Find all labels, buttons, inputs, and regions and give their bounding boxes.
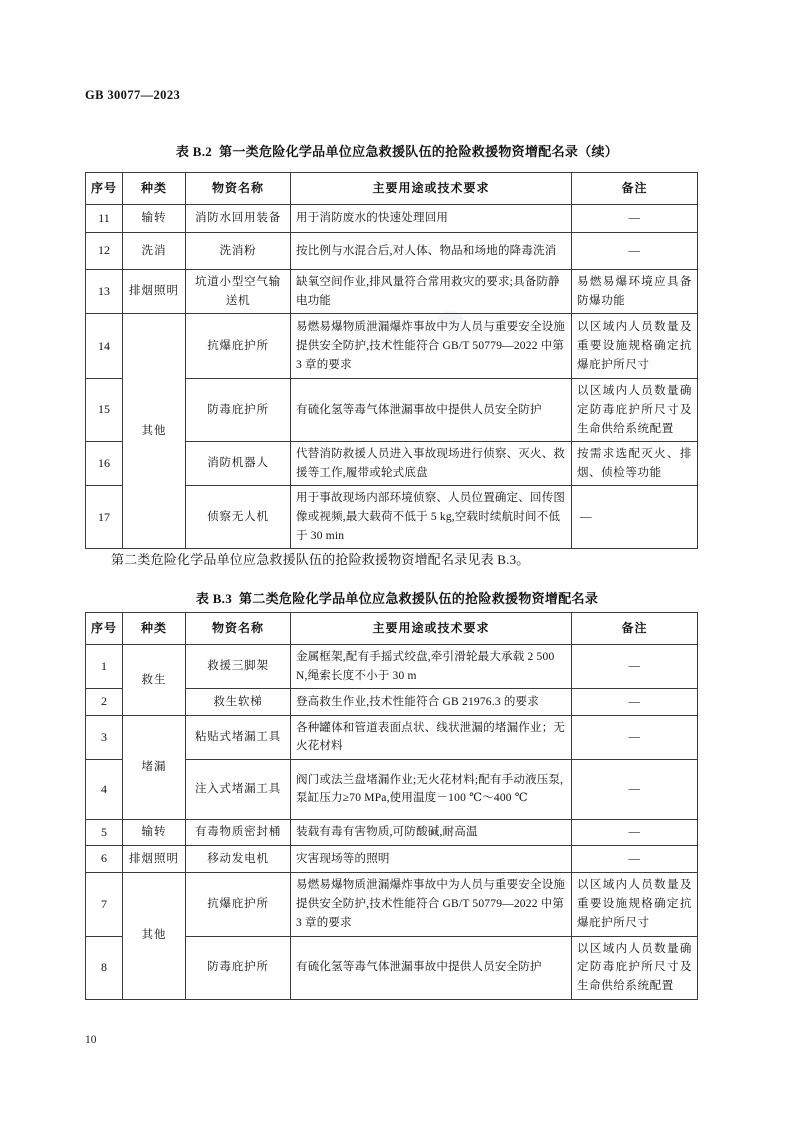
cell-use: 各种罐体和管道表面点状、线状泄漏的堵漏作业；无火花材料 (291, 715, 572, 759)
cell-name: 抗爆庇护所 (186, 314, 291, 379)
cell-index: 7 (86, 872, 123, 936)
cell-note: 以区域内人员数量及重要设施规格确定抗爆庇护所尺寸 (572, 314, 698, 379)
cell-index: 1 (86, 645, 123, 689)
table-b2-header-row (86, 173, 698, 205)
table-b3-col-name: 物资名称 (186, 613, 291, 645)
cell-note: 以区域内人员数量确定防毒庇护所尺寸及生命供给系统配置 (572, 379, 698, 442)
cell-use: 金属框架,配有手摇式绞盘,牵引滑轮最大承载 2 500 N,绳索长度不小于 30 m (291, 645, 572, 689)
cell-use: 用于事故现场内部环境侦察、人员位置确定、回传图像或视频,最大载荷不低于 5 kg,空载时续航时间不低于 30 min (291, 486, 572, 549)
table-b3-col-index: 序号 (86, 613, 123, 645)
table-row (86, 645, 698, 689)
cell-kind: 输转 (123, 205, 186, 233)
table-b2-col-name: 物资名称 (186, 173, 291, 205)
cell-kind: 排烟照明 (123, 270, 186, 314)
cell-kind-group: 其他 (123, 872, 186, 999)
cell-index: 8 (86, 936, 123, 999)
cell-use: 易燃易爆物质泄漏爆炸事故中为人员与重要安全设施提供安全防护,技术性能符合 GB/T 50779—2022 中第 3 章的要求 (291, 314, 572, 379)
table-row (86, 270, 698, 314)
cell-name: 注入式堵漏工具 (186, 759, 291, 819)
cell-index: 3 (86, 715, 123, 759)
cell-note: — (572, 645, 698, 689)
table-b3-col-note: 备注 (572, 613, 698, 645)
table-b2-caption (0, 141, 794, 160)
cell-name: 救生软梯 (186, 689, 291, 715)
cell-index: 6 (86, 846, 123, 872)
page-number: 10 (85, 1034, 97, 1046)
cell-use: 有硫化氢等毒气体泄漏事故中提供人员安全防护 (291, 936, 572, 999)
table-b3-col-kind: 种类 (123, 613, 186, 645)
table-b2-caption-number: 表 B.2 (175, 144, 213, 159)
cell-kind: 洗消 (123, 233, 186, 270)
table-b3-caption-number: 表 B.3 (195, 591, 233, 606)
cell-name: 移动发电机 (186, 846, 291, 872)
cell-note: 按需求选配灭火、排烟、侦检等功能 (572, 442, 698, 486)
cell-name: 坑道小型空气输送机 (186, 270, 291, 314)
table-b3-col-use: 主要用途或技术要求 (291, 613, 572, 645)
cell-name: 防毒庇护所 (186, 936, 291, 999)
cell-name: 粘贴式堵漏工具 (186, 715, 291, 759)
cell-name: 救援三脚架 (186, 645, 291, 689)
cell-note: 以区域内人员数量及重要设施规格确定抗爆庇护所尺寸 (572, 872, 698, 936)
cell-note: — (572, 486, 698, 549)
cell-note: — (572, 846, 698, 872)
cell-use: 装载有毒有害物质,可防酸碱,耐高温 (291, 819, 572, 845)
cell-note: — (572, 689, 698, 715)
table-row (86, 819, 698, 845)
cell-kind-group: 堵漏 (123, 715, 186, 819)
cell-kind: 输转 (123, 819, 186, 845)
cell-use: 灾害现场等的照明 (291, 846, 572, 872)
cell-kind: 排烟照明 (123, 846, 186, 872)
cell-kind-group: 救生 (123, 645, 186, 716)
cell-use: 登高救生作业,技术性能符合 GB 21976.3 的要求 (291, 689, 572, 715)
table-b2-caption-title: 第一类危险化学品单位应急救援队伍的抢险救援物资增配名录（续） (219, 144, 619, 159)
standard-number-header: GB 30077—2023 (85, 88, 181, 102)
cell-use: 按比例与水混合后,对人体、物品和场地的降毒洗消 (291, 233, 572, 270)
cell-index: 11 (86, 205, 123, 233)
cell-name: 防毒庇护所 (186, 379, 291, 442)
table-row (86, 233, 698, 270)
table-b2 (85, 172, 698, 549)
cell-name: 侦察无人机 (186, 486, 291, 549)
cell-name: 抗爆庇护所 (186, 872, 291, 936)
table-row (86, 205, 698, 233)
table-row (86, 872, 698, 936)
intro-paragraph: 第二类危险化学品单位应急救援队伍的抢险救援物资增配名录见表 B.3。 (111, 552, 530, 567)
table-row (86, 314, 698, 379)
cell-use: 有硫化氢等毒气体泄漏事故中提供人员安全防护 (291, 379, 572, 442)
cell-note: — (572, 205, 698, 233)
cell-index: 2 (86, 689, 123, 715)
table-row (86, 715, 698, 759)
cell-index: 12 (86, 233, 123, 270)
table-b2-col-kind: 种类 (123, 173, 186, 205)
cell-use: 阀门或法兰盘堵漏作业;无火花材料;配有手动液压泵,泵缸压力≥70 MPa,使用温度－100 ℃～400 ℃ (291, 759, 572, 819)
cell-index: 17 (86, 486, 123, 549)
cell-name: 有毒物质密封桶 (186, 819, 291, 845)
cell-note: — (572, 233, 698, 270)
cell-name: 洗消粉 (186, 233, 291, 270)
cell-note: — (572, 759, 698, 819)
cell-index: 14 (86, 314, 123, 379)
cell-index: 13 (86, 270, 123, 314)
cell-note: — (572, 819, 698, 845)
cell-note: — (572, 715, 698, 759)
cell-index: 5 (86, 819, 123, 845)
cell-note: 以区域内人员数量确定防毒庇护所尺寸及生命供给系统配置 (572, 936, 698, 999)
cell-index: 15 (86, 379, 123, 442)
table-b2-col-use: 主要用途或技术要求 (291, 173, 572, 205)
cell-index: 16 (86, 442, 123, 486)
cell-use: 缺氧空间作业,排风量符合常用救灾的要求;具备防静电功能 (291, 270, 572, 314)
cell-kind-group: 其他 (123, 314, 186, 549)
table-b3-caption-title: 第二类危险化学品单位应急救援队伍的抢险救援物资增配名录 (239, 591, 599, 606)
table-row (86, 846, 698, 872)
cell-use: 易燃易爆物质泄漏爆炸事故中为人员与重要安全设施提供安全防护,技术性能符合 GB/T 50779—2022 中第 3 章的要求 (291, 872, 572, 936)
cell-use: 用于消防废水的快速处理回用 (291, 205, 572, 233)
table-b2-col-index: 序号 (86, 173, 123, 205)
table-b3-caption (0, 588, 794, 607)
table-b2-col-note: 备注 (572, 173, 698, 205)
cell-use: 代替消防救援人员进入事故现场进行侦察、灭火、救援等工作,履带或轮式底盘 (291, 442, 572, 486)
cell-name: 消防机器人 (186, 442, 291, 486)
cell-index: 4 (86, 759, 123, 819)
table-b3-header-row (86, 613, 698, 645)
cell-note: 易燃易爆环境应具备防爆功能 (572, 270, 698, 314)
cell-name: 消防水回用装备 (186, 205, 291, 233)
table-b3 (85, 612, 698, 1000)
